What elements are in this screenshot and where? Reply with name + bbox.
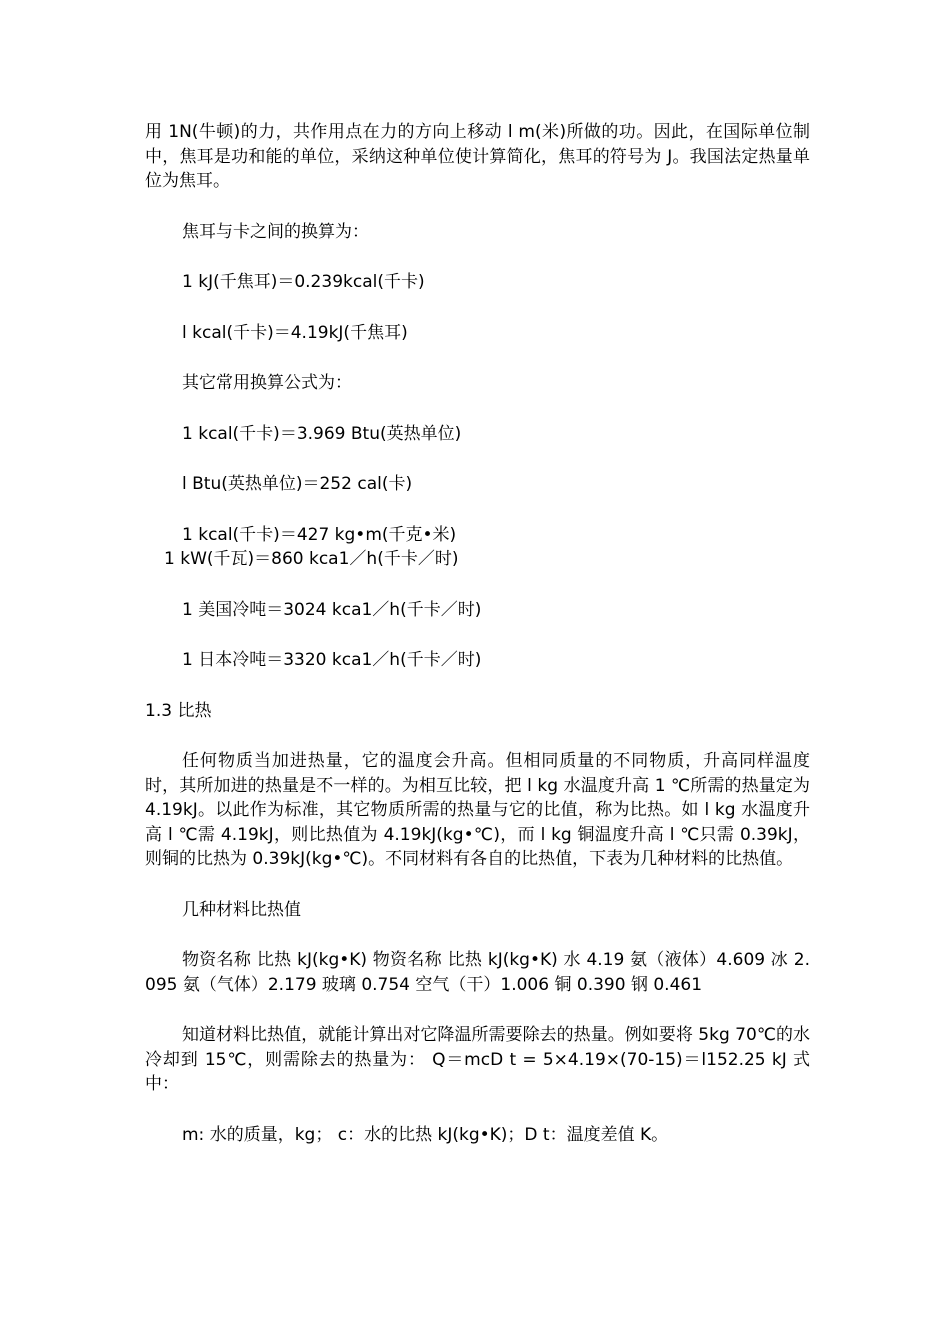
other-conversion-1: 1 kcal(千卡)＝3.969 Btu(英热单位): [182, 423, 462, 444]
specific-heat-paragraph: 任何物质当加进热量，它的温度会升高。但相同质量的不同物质，升高同样温度时，其所加进的热量是不一样的。为相互比较，把 l kg 水温度升高 1 ℃所需的热量定为 4.19kJ。以此作为标准，其它物质所需的热量与它的比值，称为比热。如 l kg 水温度升高 l ℃需 4.19kJ，则比热值为 4.19kJ(kg•℃)，而 l kg 铜温度升高 l ℃只需 0.39kJ，则铜的比热为 0.39kJ(kg•℃)。不同材料有各自的比热值，下表为几种材料的比热值。: [145, 751, 810, 869]
intro-paragraph: 用 1N(牛顿)的力，共作用点在力的方向上移动 l m(米)所做的功。因此，在国际单位制中，焦耳是功和能的单位，采纳这种单位使计算简化，焦耳的符号为 J。我国法定热量单位为焦耳。: [145, 122, 810, 191]
other-conversion-4: 1 kW(千瓦)＝860 kca1／h(千卡／时): [164, 549, 459, 569]
other-conversions-heading: 其它常用换算公式为：: [182, 373, 352, 393]
document-page: [145, 120, 810, 1147]
other-conversion-5: 1 美国冷吨＝3024 kca1／h(千卡／时): [182, 599, 482, 620]
conversion-line-2: l kcal(千卡)＝4.19kJ(千焦耳): [182, 322, 408, 343]
table-title: 几种材料比热值: [182, 899, 301, 920]
cooling-paragraph: 知道材料比热值，就能计算出对它降温所需要除去的热量。例如要将 5kg 70℃的水冷却到 15℃，则需除去的热量为： Q＝mcD t = 5×4.19×(70-15)＝l152.25 kJ 式中：: [145, 1025, 810, 1094]
conversion-line-1: 1 kJ(千焦耳)＝0.239kcal(千卡): [182, 272, 425, 292]
specific-heat-table-text: 物资名称 比热 kJ(kg•K) 物资名称 比热 kJ(kg•K) 水 4.19 氨（液体）4.609 冰 2.095 氨（气体）2.179 玻璃 0.754 空气（干）1.006 铜 0.390 钢 0.461: [145, 950, 810, 995]
formula-legend: m: 水的质量，kg； c：水的比热 kJ(kg•K)；D t：温度差值 K。: [182, 1124, 669, 1145]
other-conversion-6: 1 日本冷吨＝3320 kca1／h(千卡／时): [182, 650, 482, 670]
other-conversion-3: 1 kcal(千卡)＝427 kg•m(千克•米): [182, 524, 457, 545]
section-title: 1.3 比热: [145, 700, 212, 721]
other-conversion-2: l Btu(英热单位)＝252 cal(卡): [182, 474, 413, 494]
conversion-heading: 焦耳与卡之间的换算为：: [182, 221, 369, 242]
